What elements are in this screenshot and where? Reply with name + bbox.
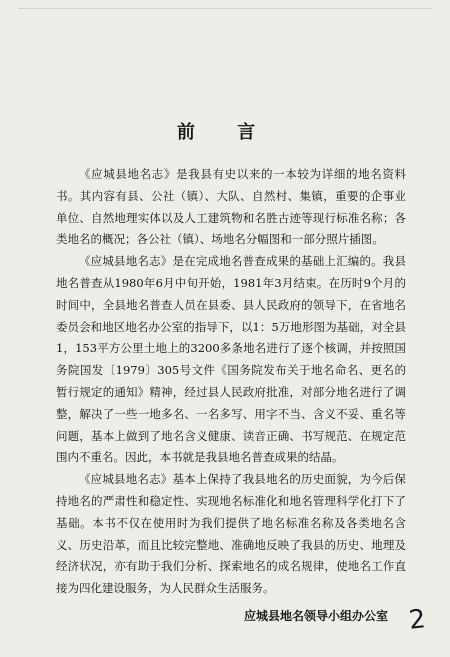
- top-edge-line: [18, 8, 432, 9]
- paragraph-1: 《应城县地名志》是我县有史以来的一本较为详细的地名资料书。其内容有县、公社（镇）、大队、自然村、集镇，重要的企事业单位、自然地理实体以及人工建筑物和名胜古迹等现行标准名称；各类地名的概况；各公社（镇）、场地名分幅图和一部分照片插图。: [56, 167, 406, 247]
- page-number: 2: [407, 604, 428, 636]
- page-title: 前 言: [176, 122, 274, 143]
- paragraph-2: 《应城县地名志》是在完成地名普查成果的基础上汇编的。我县地名普查从1980年6月中旬开始，1981年3月结束。在历时9个月的时间中，全县地名普查人员在县委、县人民政府的领导下，在省地名委员会和地区地名办公室的指导下，以1：5万地形图为基础，对全县1，153平方公里土地上的3200多条地名进行了逐个核调，并按照国务院国发〔1979〕305号文件《国务院发布关于地名命名、更名的暂行规定的通知》精神，经过县人民政府批准，对部分地名进行了调整，解决了一些一地多名、一名多写、用字不当、含义不妥、重名等问题，基本上做到了地名含义健康、读音正确、书写规范、在规定范围内不重名。因此，本书就是我县地名普查成果的结晶。: [56, 254, 406, 465]
- signature: 应城县地名领导小组办公室: [243, 609, 388, 623]
- paragraph-3: 《应城县地名志》基本上保持了我县地名的历史面貌，为今后保持地名的严肃性和稳定性、实现地名标准化和地名管理科学化打下了基础。本书不仅在使用时为我们提供了地名标准名称及各类地名含义、历史沿革，而且比较完整地、准确地反映了我县的历史、地理及经济状况，亦有助于我们分析、探索地名的成名规律，使地名工作直接为四化建设服务，为人民群众生活服务。: [56, 472, 406, 596]
- document-body: [56, 164, 406, 600]
